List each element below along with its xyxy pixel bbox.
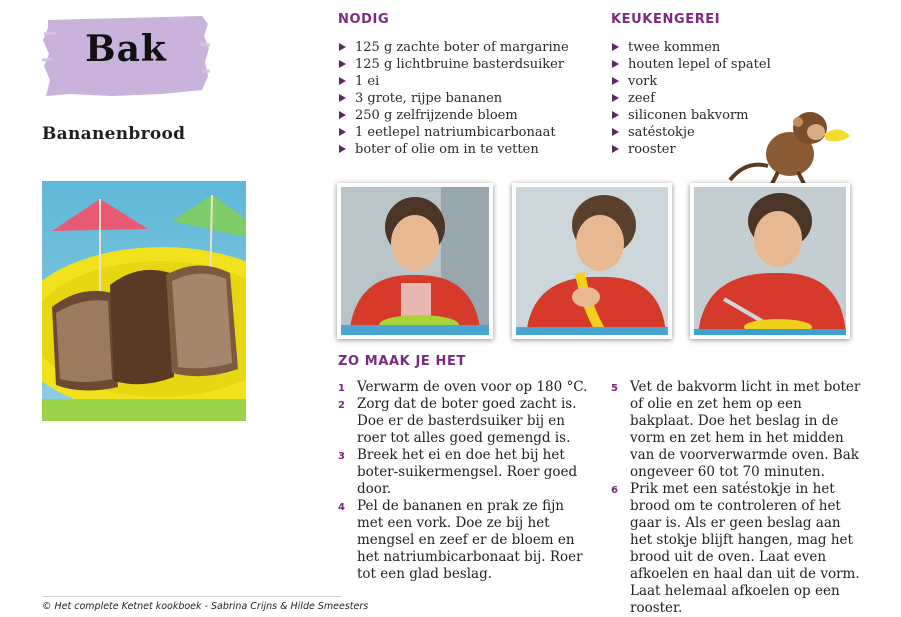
list-item: 1 eetlepel natriumbicarbonaat: [338, 124, 569, 141]
list-item: siliconen bakvorm: [611, 107, 771, 124]
copyright-footer: © Het complete Ketnet kookboek - Sabrina Crijns & Hilde Smeesters: [42, 601, 369, 612]
method-heading: ZO MAAK JE HET: [338, 354, 466, 369]
ingredients-list: [338, 39, 569, 158]
page-title: Bak: [85, 28, 167, 70]
method-steps-right: [611, 379, 861, 617]
method-steps-left: [338, 379, 588, 583]
list-item: 125 g lichtbruine basterdsuiker: [338, 56, 569, 73]
step-item: 4 Pel de bananen en prak ze fijn met een vork. Doe ze bij het mengsel en zeef er de bloem en het natriumbicarbonaat bij. Roer tot een glad beslag.: [338, 498, 583, 582]
bullet-arrow-icon: [612, 94, 619, 102]
bullet-arrow-icon: [339, 43, 346, 51]
bullet-arrow-icon: [612, 43, 619, 51]
step-photo-3: [690, 183, 850, 339]
step-item: 6 Prik met een satéstokje in het brood om te controleren of het gaar is. Als er geen beslag aan het stokje blijft hangen, mag het brood uit de oven. Laat even afkoelen en haal dan uit de vorm. Laat helemaal afkoelen op een rooster.: [611, 481, 860, 616]
list-item: houten lepel of spatel: [611, 56, 771, 73]
list-item: 3 grote, rijpe bananen: [338, 90, 569, 107]
step-item: 5 Vet de bakvorm licht in met boter of olie en zet hem op een bakplaat. Doe het beslag in de vorm en zet hem in het midden van de voorverwarmde oven. Bak ongeveer 60 tot 70 minuten.: [611, 379, 861, 480]
footer-divider: [42, 596, 342, 597]
title-badge: [42, 14, 210, 98]
bullet-arrow-icon: [339, 94, 346, 102]
step-item: 2 Zorg dat de boter goed zacht is. Doe er de basterdsuiker bij en roer tot alles goed gemengd is.: [338, 396, 577, 446]
bullet-arrow-icon: [339, 60, 346, 68]
list-item: 125 g zachte boter of margarine: [338, 39, 569, 56]
bullet-arrow-icon: [612, 60, 619, 68]
step-item: 3 Breek het ei en doe het bij het boter-suikermengsel. Roer goed door.: [338, 447, 578, 497]
step-item: 1 Verwarm de oven voor op 180 °C.: [338, 379, 588, 395]
bullet-arrow-icon: [612, 145, 619, 153]
step-photo-2: [512, 183, 672, 339]
bullet-arrow-icon: [339, 77, 346, 85]
list-item: vork: [611, 73, 771, 90]
step-photo-1: [337, 183, 493, 339]
bullet-arrow-icon: [339, 145, 346, 153]
bullet-arrow-icon: [612, 128, 619, 136]
list-item: 250 g zelfrijzende bloem: [338, 107, 569, 124]
bullet-arrow-icon: [339, 128, 346, 136]
recipe-name: Bananenbrood: [42, 124, 186, 144]
list-item: satéstokje: [611, 124, 771, 141]
list-item: 1 ei: [338, 73, 569, 90]
ingredients-heading: NODIG: [338, 12, 390, 27]
bullet-arrow-icon: [612, 111, 619, 119]
banana-bread-photo: [42, 181, 246, 421]
list-item: rooster: [611, 141, 771, 158]
bullet-arrow-icon: [339, 111, 346, 119]
monkey-illustration: [728, 100, 856, 186]
list-item: twee kommen: [611, 39, 771, 56]
bullet-arrow-icon: [612, 77, 619, 85]
equipment-heading: KEUKENGEREI: [611, 12, 721, 27]
list-item: boter of olie om in te vetten: [338, 141, 569, 158]
list-item: zeef: [611, 90, 771, 107]
